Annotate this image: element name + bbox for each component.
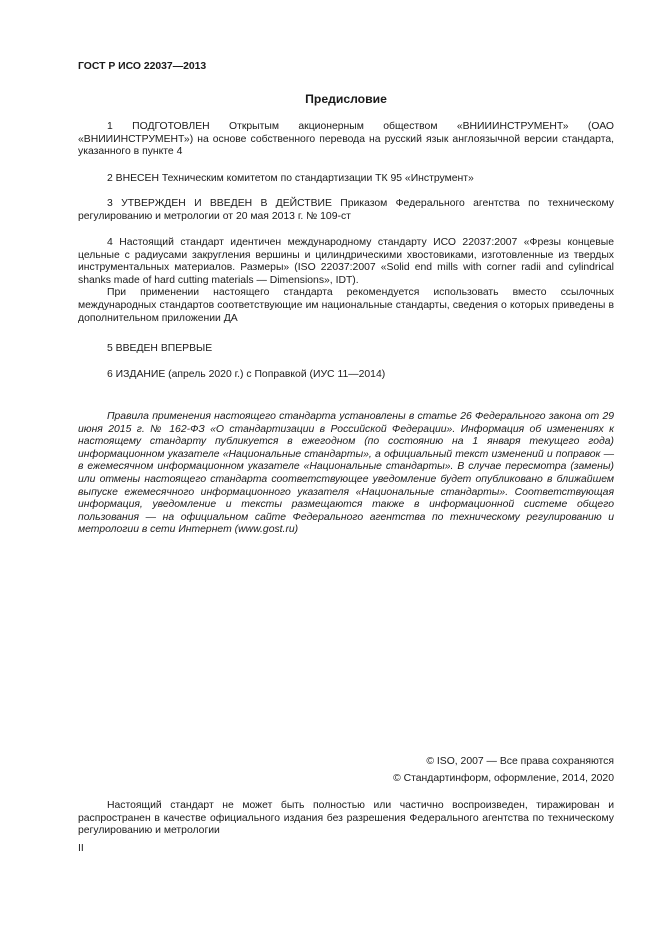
document-code: ГОСТ Р ИСО 22037—2013: [78, 61, 207, 72]
item-4-text: 4 Настоящий стандарт идентичен международному стандарту ИСО 22037:2007 «Фрезы концевые цельные с радиусами закругления вершины и цилиндрическими хвостовиками, изготовленные из твердых инструментальных материалов. Размеры» (ISO 22037:2007 «Solid end mills with corner radii and cylindrical shanks made of hard cutting materials — Dimensions», IDT).: [78, 237, 614, 286]
item-3-text: 3 УТВЕРЖДЕН И ВВЕДЕН В ДЕЙСТВИЕ Приказом Федерального агентства по техническому регулированию и метрологии от 20 мая 2013 г. № 109-ст: [78, 198, 614, 222]
item-6: [78, 369, 614, 382]
item-4: [78, 237, 614, 325]
usage-notice: [78, 411, 614, 537]
usage-notice-text: Правила применения настоящего стандарта установлены в статье 26 Федерального закона от 29 июня 2015 г. № 162-ФЗ «О стандартизации в Российской Федерации». Информация об изменениях к настоящему стандарту публикуется в ежегодном (по состоянию на 1 января текущего года) информационном указателе «Национальные стандарты», а официальный текст изменений и поправок — в ежемесячном информационном указателе «Национальные стандарты». В случае пересмотра (замены) или отмены настоящего стандарта соответствующее уведомление будет опубликовано в ближайшем выпуске ежемесячного информационного указателя «Национальные стандарты». Соответствующая информация, уведомление и тексты размещаются также в информационной системе общего пользования — на официальном сайте Федерального агентства по техническому регулированию и метрологии в сети Интернет (www.gost.ru): [78, 411, 614, 536]
copyright-iso: © ISO, 2007 — Все права сохраняются: [426, 756, 614, 767]
page-title: Предисловие: [305, 92, 387, 106]
item-4-note: При применении настоящего стандарта рекомендуется использовать вместо ссылочных международных стандартов соответствующие им национальные стандарты, сведения о которых приведены в дополнительном приложении ДА: [78, 287, 614, 324]
reproduction-notice-text: Настоящий стандарт не может быть полностью или частично воспроизведен, тиражирован и распространен в качестве официального издания без разрешения Федерального агентства по техническому регулированию и метрологии: [78, 800, 614, 837]
item-3: [78, 198, 614, 223]
item-6-text: 6 ИЗДАНИЕ (апрель 2020 г.) с Поправкой (ИУС 11—2014): [107, 369, 386, 380]
item-2-text: 2 ВНЕСЕН Техническим комитетом по стандартизации ТК 95 «Инструмент»: [107, 173, 474, 184]
item-1-text: 1 ПОДГОТОВЛЕН Открытым акционерным обществом «ВНИИИНСТРУМЕНТ» (ОАО «ВНИИИНСТРУМЕНТ») на основе собственного перевода на русский язык англоязычной версии стандарта, указанного в пункте 4: [78, 121, 614, 158]
page-number: II: [78, 843, 84, 854]
reproduction-notice: [78, 800, 614, 838]
item-5: [78, 343, 614, 356]
item-2: [78, 173, 614, 186]
copyright-standartinform: © Стандартинформ, оформление, 2014, 2020: [393, 773, 614, 784]
item-1: [78, 121, 614, 159]
item-5-text: 5 ВВЕДЕН ВПЕРВЫЕ: [107, 343, 213, 354]
